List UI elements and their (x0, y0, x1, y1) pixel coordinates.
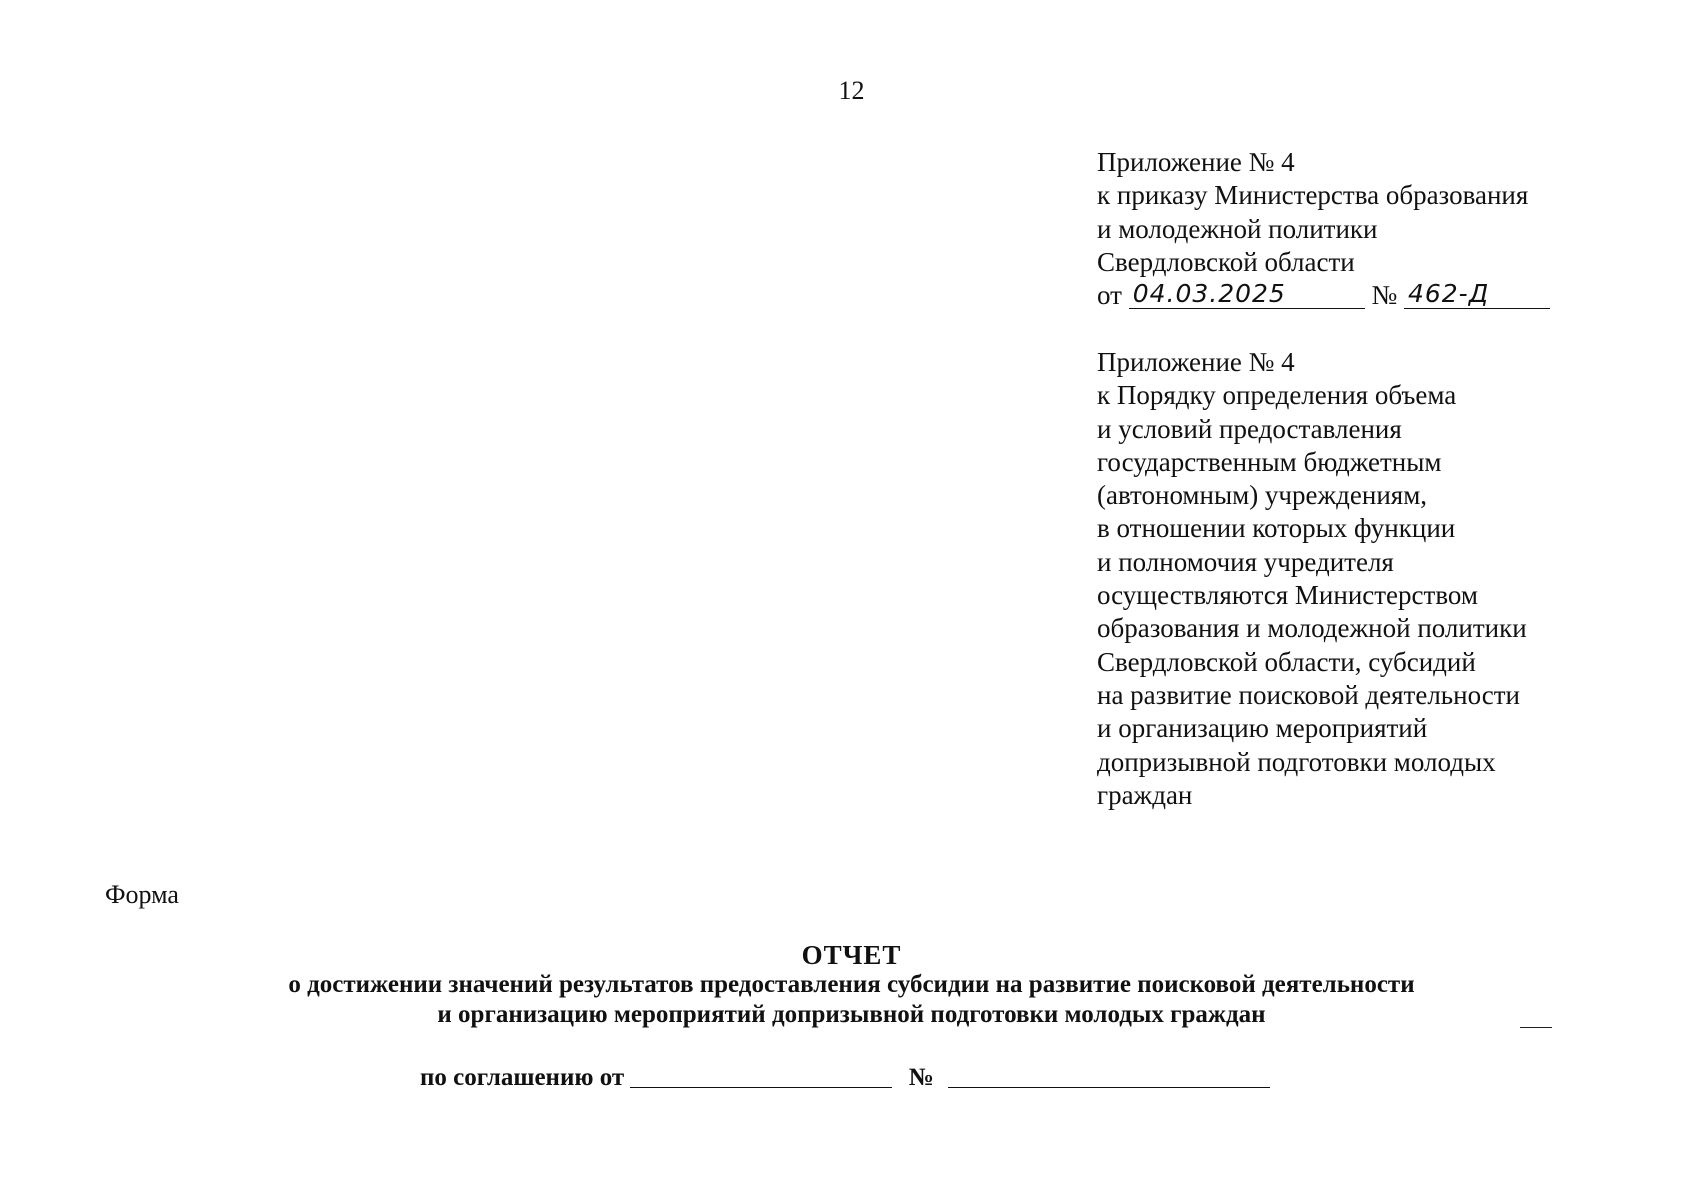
report-subtitle-line: о достижении значений результатов предоставления субсидии на развитие поисковой деятельности (288, 971, 1415, 998)
order-date-field (1129, 281, 1365, 309)
order-date-number-line (1097, 279, 1550, 312)
appendix-order-line: Свердловской области (1097, 246, 1355, 277)
appendix-order-line: и молодежной политики (1097, 213, 1378, 244)
appendix-procedure-line: к Порядку определения объема (1097, 380, 1457, 411)
report-heading (0, 940, 1703, 1030)
agreement-date-field (630, 1061, 892, 1088)
appendix-order-block (1097, 146, 1550, 312)
appendix-procedure-line: образования и молодежной политики (1097, 613, 1527, 644)
appendix-procedure-line: государственным бюджетным (1097, 446, 1442, 477)
report-subtitle (0, 970, 1703, 1030)
agreement-line (420, 1058, 1270, 1092)
appendix-procedure-line: допризывной подготовки молодых (1097, 746, 1496, 777)
appendix-procedure-line: в отношении которых функции (1097, 513, 1456, 544)
order-date-prefix: от (1097, 280, 1122, 311)
appendix-procedure-line: Приложение № 4 (1097, 347, 1295, 377)
report-subtitle-line: и организацию мероприятий допризывной подготовки молодых граждан (437, 1001, 1266, 1028)
appendix-procedure-line: (автономным) учреждениям, (1097, 480, 1428, 511)
appendix-procedure-block (1097, 346, 1527, 812)
appendix-procedure-line: и полномочия учредителя (1097, 546, 1394, 577)
agreement-number-field (948, 1061, 1270, 1088)
appendix-procedure-line: Свердловской области, субсидий (1097, 646, 1476, 677)
margin-dash (1520, 1027, 1552, 1028)
order-number-value: 462-Д (1407, 279, 1490, 309)
agreement-number-prefix: № (908, 1064, 934, 1091)
appendix-procedure-line: и организацию мероприятий (1097, 713, 1428, 744)
form-label: Форма (105, 880, 179, 909)
appendix-procedure-line: граждан (1097, 779, 1193, 810)
report-title: ОТЧЕТ (801, 940, 902, 970)
page-number: 12 (838, 76, 865, 105)
appendix-procedure-line: и условий предоставления (1097, 413, 1402, 444)
order-date-value: 04.03.2025 (1132, 279, 1286, 309)
agreement-prefix: по соглашению от (420, 1064, 625, 1091)
order-number-field (1404, 281, 1550, 309)
appendix-procedure-line: на развитие поисковой деятельности (1097, 679, 1520, 710)
order-number-prefix: № (1371, 280, 1398, 311)
appendix-procedure-line: осуществляются Министерством (1097, 580, 1478, 611)
appendix-order-line: Приложение № 4 (1097, 147, 1295, 177)
appendix-order-line: к приказу Министерства образования (1097, 180, 1529, 211)
